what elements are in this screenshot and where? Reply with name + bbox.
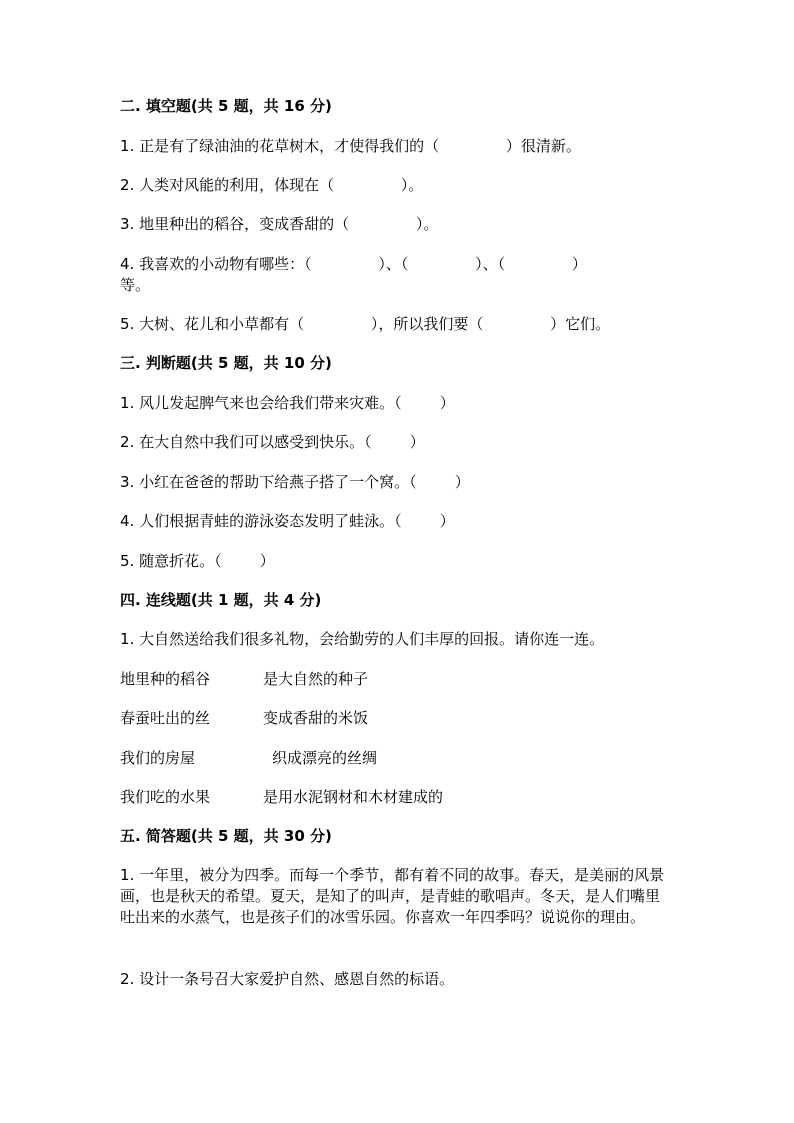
section-heading-judge: 三. 判断题(共 5 题，共 10 分) [120, 354, 332, 372]
question-fill-4-line1: 4. 我喜欢的小动物有哪些：（ ）、（ ）、（ ） [120, 255, 587, 273]
match-left-item: 地里种的稻谷 [120, 670, 211, 688]
question-fill-5: 5. 大树、花儿和小草都有（ ），所以我们要（ ）它们。 [120, 315, 611, 333]
question-short-1: 1. 一年里，被分为四季。而每一个季节，都有着不同的故事。春天，是美丽的风景画，也是秋天的希望。夏天，是知了的叫声，是青蛙的歌唱声。冬天，是人们嘴里吐出来的水蒸气，也是孩子们的冰雪乐园。你喜欢一年四季吗？说说你的理由。 [120, 866, 665, 926]
question-short-2: 2. 设计一条号召大家爱护自然、感恩自然的标语。 [120, 970, 455, 988]
question-judge-1: 1. 风儿发起脾气来也会给我们带来灾难。（ ） [120, 394, 455, 412]
question-fill-4-line2: 等。 [120, 276, 151, 294]
section-heading-match: 四. 连线题(共 1 题，共 4 分) [120, 591, 322, 609]
match-left-item: 我们吃的水果 [120, 788, 211, 806]
question-judge-2: 2. 在大自然中我们可以感受到快乐。（ ） [120, 433, 425, 451]
match-left-item: 我们的房屋 [120, 749, 196, 767]
question-judge-4: 4. 人们根据青蛙的游泳姿态发明了蛙泳。（ ） [120, 512, 455, 530]
section-heading-short: 五. 简答题(共 5 题，共 30 分) [120, 827, 332, 845]
question-fill-2: 2. 人类对风能的利用，体现在（ ）。 [120, 176, 424, 194]
match-right-item: 是大自然的种子 [263, 670, 369, 688]
match-right-item: 是用水泥钢材和木材建成的 [263, 788, 444, 806]
question-judge-5: 5. 随意折花。（ ） [120, 552, 275, 570]
match-left-item: 春蚕吐出的丝 [120, 709, 211, 727]
match-right-item: 变成香甜的米饭 [263, 709, 369, 727]
question-judge-3: 3. 小红在爸爸的帮助下给燕子搭了一个窝。（ ） [120, 473, 470, 491]
question-match-1: 1. 大自然送给我们很多礼物，会给勤劳的人们丰厚的回报。请你连一连。 [120, 630, 605, 648]
question-fill-1: 1. 正是有了绿油油的花草树木，才使得我们的（ ）很清新。 [120, 137, 581, 155]
section-heading-fill: 二. 填空题(共 5 题，共 16 分) [120, 97, 332, 115]
match-right-item: 织成漂亮的丝绸 [272, 749, 378, 767]
question-fill-3: 3. 地里种出的稻谷，变成香甜的（ ）。 [120, 215, 439, 233]
